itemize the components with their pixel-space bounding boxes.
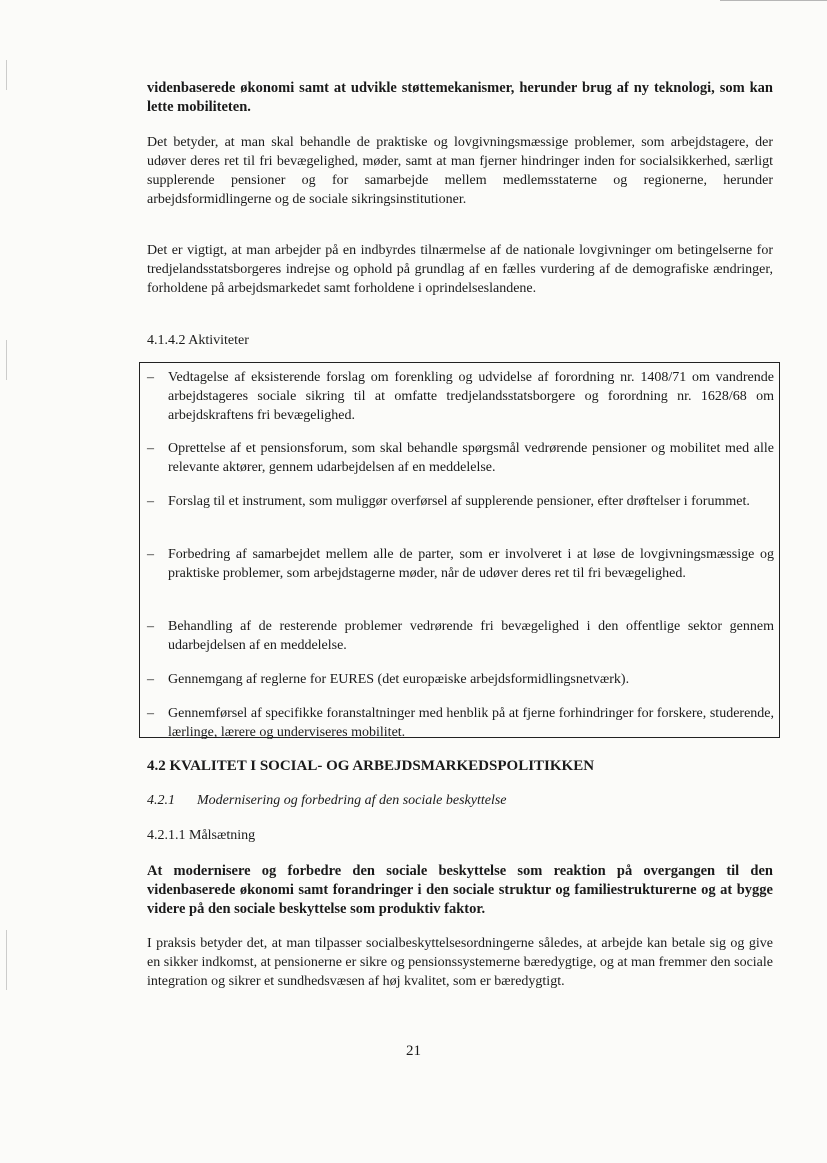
dash-bullet: –: [147, 547, 154, 562]
section-objective-heading: 4.2.1.1 Målsætning: [147, 828, 256, 843]
activity-item: [147, 617, 774, 655]
subsection-number: 4.2.1: [147, 793, 175, 808]
activity-text: Forbedring af samarbejdet mellem alle de parter, som er involveret i at løse de lovgivningsmæssige og praktiske problemer, som arbejdstagerne møder, når de udøver deres ret til fri bevægelighed.: [168, 547, 774, 581]
intro-bold-text: videnbaserede økonomi samt at udvikle støttemekanismer, herunder brug af ny teknologi, som kan lette mobiliteten.: [147, 80, 773, 115]
scan-edge-mark-left-3: [6, 930, 7, 990]
dash-bullet: –: [147, 706, 154, 721]
paragraph-1: Det betyder, at man skal behandle de praktiske og lovgivningsmæssige problemer, som arbejdstagere, der udøver deres ret til fri bevægelighed, møder, samt at man fjerner hindringer inden for socialsikkerhed, særligt supplerende pensioner og for samarbejde mellem medlemsstaterne og regionerne, herunder arbejdsformidlingerne og de sociale sikringsinstitutioner.: [147, 135, 773, 207]
dash-bullet: –: [147, 494, 154, 509]
activity-text: Vedtagelse af eksisterende forslag om forenkling og udvidelse af forordning nr. 1408/71 om vandrende arbejdstageres sociale sikring til at omfatte tredjelandsstatsborgere og forordning nr. 1628/68 om arbejdskraftens fri bevægelighed.: [168, 370, 774, 423]
paragraph-2: Det er vigtigt, at man arbejder på en indbyrdes tilnærmelse af de nationale lovgivninger om betingelserne for tredjelandsstatsborgeres indrejse og ophold på grundlag af en fælles vurdering af de demografiske ændringer, forholdene på arbejdsmarkedet samt forholdene i oprindelseslandene.: [147, 243, 773, 296]
dash-bullet: –: [147, 619, 154, 634]
dash-bullet: –: [147, 370, 154, 385]
dash-bullet: –: [147, 441, 154, 456]
activity-item: [147, 439, 774, 477]
activity-text: Forslag til et instrument, som muliggør overførsel af supplerende pensioner, efter drøftelser i forummet.: [168, 494, 750, 509]
activity-item: [147, 368, 774, 425]
paragraph-3: I praksis betyder det, at man tilpasser socialbeskyttelsesordningerne således, at arbejde kan betale sig og give en sikker indkomst, at pensionerne er sikre og pensionssystemerne bæredygtige, og at man fremmer den sociale integration og sikrer et sundhedsvæsen af høj kvalitet, som er bæredygtigt.: [147, 936, 773, 989]
activity-item: [147, 545, 774, 583]
activity-text: Gennemgang af reglerne for EURES (det europæiske arbejdsformidlingsnetværk).: [168, 672, 630, 687]
scan-edge-line-top: [720, 0, 827, 1]
activity-text: Oprettelse af et pensionsforum, som skal behandle spørgsmål vedrørende pensioner og mobilitet med alle relevante aktører, gennem udarbejdelsen af en meddelelse.: [168, 441, 774, 475]
activity-item: [147, 492, 774, 511]
activity-text: Gennemførsel af specifikke foranstaltninger med henblik på at fjerne forhindringer for forskere, studerende, lærlinge, lærere og underviseres mobilitet.: [168, 706, 774, 740]
activity-item: [147, 704, 774, 742]
scan-edge-mark-left-2: [6, 340, 7, 380]
page-number: 21: [406, 1043, 421, 1059]
dash-bullet: –: [147, 672, 154, 687]
section-heading-4-2: 4.2 KVALITET I SOCIAL- OG ARBEJDSMARKEDSPOLITIKKEN: [147, 758, 595, 774]
activity-text: Behandling af de resterende problemer vedrørende fri bevægelighed i den offentlige sektor gennem udarbejdelsen af en meddelelse.: [168, 619, 774, 653]
scan-edge-mark-left: [6, 60, 7, 90]
activity-item: [147, 670, 774, 689]
objective-bold-text: At modernisere og forbedre den sociale beskyttelse som reaktion på overgangen til den videnbaserede økonomi samt forandringer i den sociale struktur og familiestrukturerne og at bygge videre på den sociale beskyttelse som produktiv faktor.: [147, 863, 773, 917]
subsection-heading-4-2-1: [147, 793, 507, 809]
subsection-title: Modernisering og forbedring af den sociale beskyttelse: [197, 793, 507, 808]
section-activities-heading: 4.1.4.2 Aktiviteter: [147, 333, 249, 348]
